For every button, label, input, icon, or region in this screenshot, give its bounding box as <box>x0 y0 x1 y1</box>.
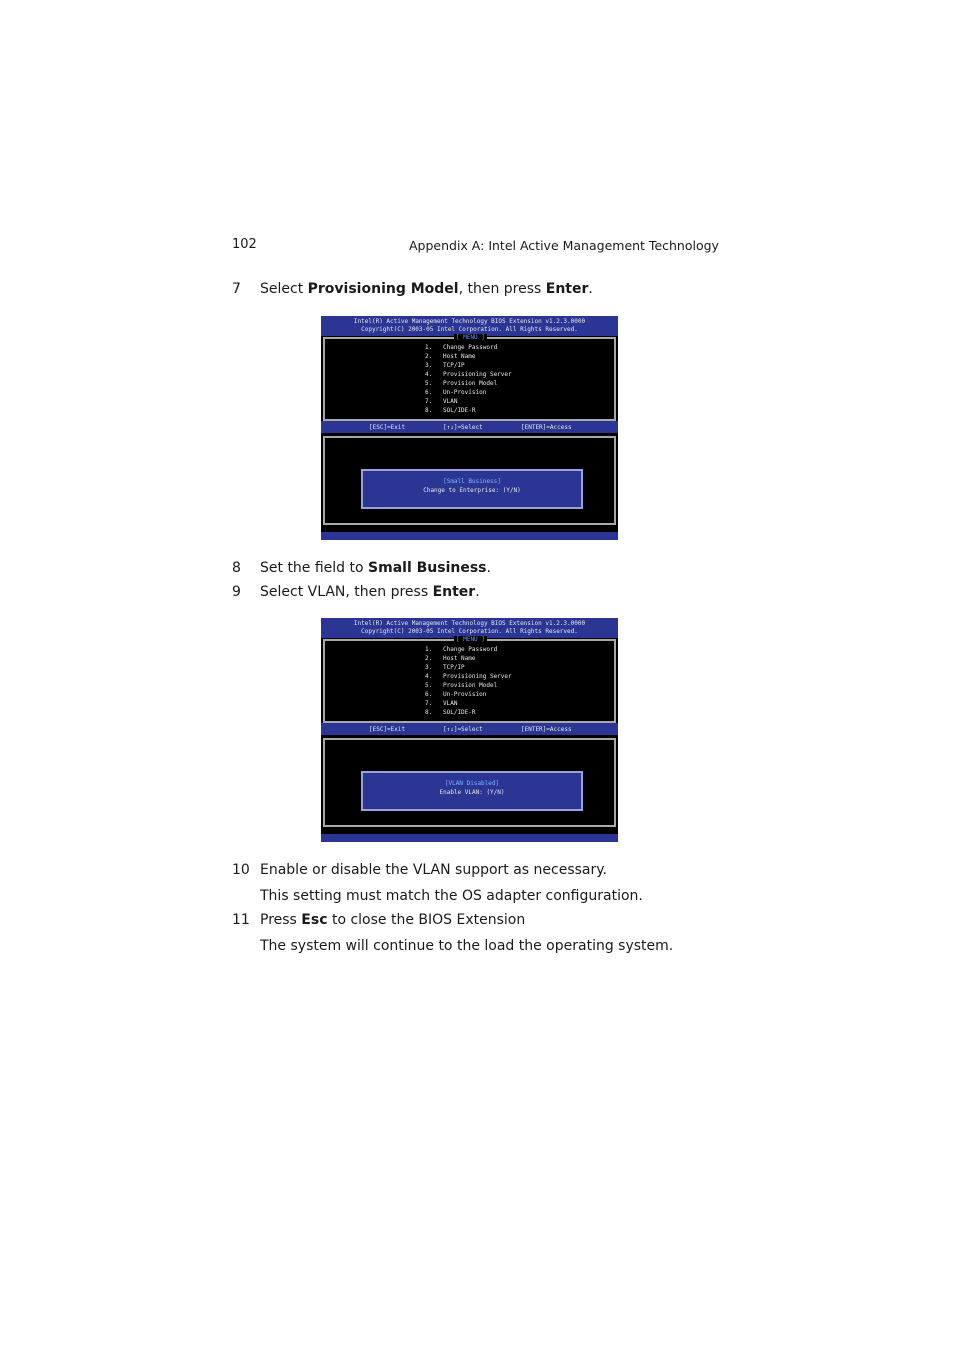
step-text <box>260 280 593 298</box>
bold-run: Small Business <box>368 560 487 576</box>
menu-item-number: 2. <box>425 655 433 662</box>
menu-item-number: 3. <box>425 664 433 671</box>
step-number: 11 <box>232 912 250 928</box>
menu-item-label: Provisioning Server <box>443 371 512 378</box>
bios-dialog <box>361 469 583 509</box>
bios-screenshot-vlan <box>321 618 618 842</box>
bold-run: Esc <box>301 912 328 928</box>
bios-dialog <box>361 771 583 811</box>
bios-help-bar <box>321 723 618 735</box>
text-run: Press <box>260 912 302 928</box>
menu-item-label: VLAN <box>443 398 458 405</box>
menu-item-label: Host Name <box>443 655 476 662</box>
bold-run: Enter <box>545 281 589 297</box>
menu-item-label: TCP/IP <box>443 664 465 671</box>
text-run: , then press <box>458 281 546 297</box>
text-run: Select <box>260 281 308 297</box>
step-10-note: This setting must match the OS adapter configuration. <box>260 888 643 904</box>
help-esc: [ESC]=Exit <box>369 424 406 431</box>
bios-title-bar <box>321 316 618 336</box>
step-11-note: The system will continue to the load the operating system. <box>260 938 674 954</box>
menu-item-number: 7. <box>425 700 433 707</box>
bios-title-line: Intel(R) Active Management Technology BIOS Extension v1.2.3.0000 <box>353 620 586 627</box>
text-run: Set the field to <box>260 560 369 576</box>
bios-bottom-bar <box>321 532 618 540</box>
menu-item-label: SOL/IDE-R <box>443 709 476 716</box>
step-number: 9 <box>232 584 241 600</box>
menu-item-label: Un-Provision <box>443 691 487 698</box>
bios-copyright-line: Copyright(C) 2003-05 Intel Corporation. All Rights Reserved. <box>361 628 578 635</box>
text-run: . <box>486 560 491 576</box>
text-run: Select VLAN, then press <box>260 584 433 600</box>
bios-menu-tag: [ MENU ] <box>456 334 485 341</box>
menu-item-number: 6. <box>425 691 433 698</box>
dialog-prompt: Enable VLAN: (Y/N) <box>439 789 505 796</box>
text-run: . <box>588 281 593 297</box>
menu-item-number: 6. <box>425 389 433 396</box>
step-text <box>260 911 525 929</box>
dialog-prompt: Change to Enterprise: (Y/N) <box>423 487 521 494</box>
menu-item-label: Change Password <box>443 344 498 351</box>
menu-item-label: VLAN <box>443 700 458 707</box>
page-number: 102 <box>232 237 257 252</box>
menu-item-label: Provisioning Server <box>443 673 512 680</box>
menu-item-number: 3. <box>425 362 433 369</box>
menu-item-number: 4. <box>425 673 433 680</box>
bold-run: Provisioning Model <box>307 281 459 297</box>
menu-item-label: Change Password <box>443 646 498 653</box>
step-number: 10 <box>232 862 250 878</box>
bios-menu-tag: [ MENU ] <box>456 636 485 643</box>
bios-title-bar <box>321 618 618 638</box>
text-run: . <box>475 584 480 600</box>
menu-item-number: 8. <box>425 407 433 414</box>
text-run: to close the BIOS Extension <box>327 912 526 928</box>
menu-item-number: 5. <box>425 380 433 387</box>
help-enter: [ENTER]=Access <box>521 726 572 733</box>
menu-item-label: Provision Model <box>443 380 498 387</box>
bios-title-line: Intel(R) Active Management Technology BIOS Extension v1.2.3.0000 <box>353 318 586 325</box>
bios-dialog-area <box>323 436 616 525</box>
bold-run: Enter <box>432 584 476 600</box>
dialog-title: [Small Business] <box>443 478 501 485</box>
menu-item-label: SOL/IDE-R <box>443 407 476 414</box>
help-select: [↑↓]=Select <box>443 726 483 733</box>
bios-menu-panel <box>323 337 616 421</box>
menu-item-number: 8. <box>425 709 433 716</box>
step-text <box>260 583 480 601</box>
menu-item-label: Host Name <box>443 353 476 360</box>
menu-item-number: 1. <box>425 344 433 351</box>
step-text: Enable or disable the VLAN support as necessary. <box>260 862 608 878</box>
help-select: [↑↓]=Select <box>443 424 483 431</box>
help-enter: [ENTER]=Access <box>521 424 572 431</box>
menu-item-number: 2. <box>425 353 433 360</box>
dialog-title: [VLAN Disabled] <box>444 780 500 787</box>
step-number: 7 <box>232 281 241 297</box>
bios-screenshot-provision-model <box>321 316 618 540</box>
menu-item-label: Provision Model <box>443 682 498 689</box>
menu-item-number: 1. <box>425 646 433 653</box>
menu-item-label: TCP/IP <box>443 362 465 369</box>
bios-bottom-bar <box>321 834 618 842</box>
bios-copyright-line: Copyright(C) 2003-05 Intel Corporation. All Rights Reserved. <box>361 326 578 333</box>
running-header: Appendix A: Intel Active Management Technology <box>409 238 719 253</box>
bios-dialog-area <box>323 738 616 827</box>
menu-item-number: 7. <box>425 398 433 405</box>
step-text <box>260 559 491 577</box>
menu-item-number: 4. <box>425 371 433 378</box>
help-esc: [ESC]=Exit <box>369 726 406 733</box>
menu-item-label: Un-Provision <box>443 389 487 396</box>
bios-menu-panel <box>323 639 616 723</box>
bios-help-bar <box>321 421 618 433</box>
step-number: 8 <box>232 560 241 576</box>
menu-item-number: 5. <box>425 682 433 689</box>
